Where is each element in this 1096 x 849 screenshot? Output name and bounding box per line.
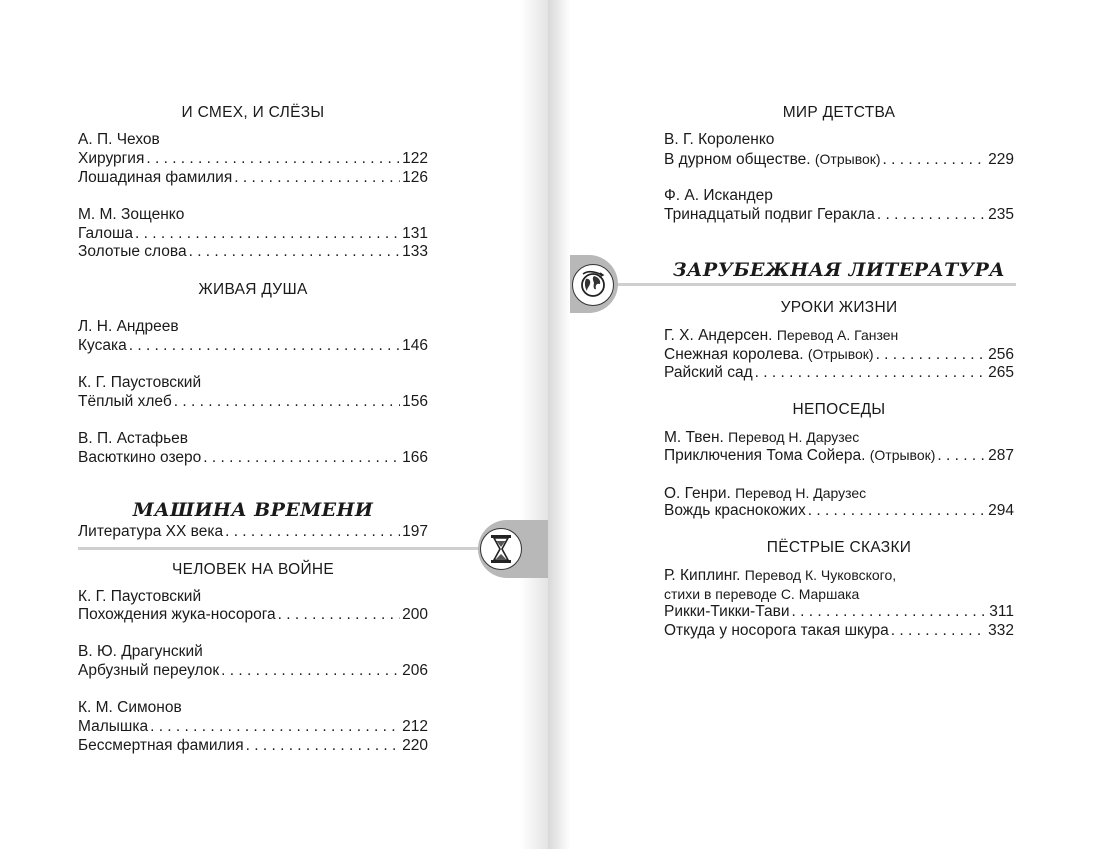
toc-entry[interactable] xyxy=(664,622,1014,640)
entry-page: 166 xyxy=(402,449,428,466)
toc-entry[interactable] xyxy=(664,502,1014,520)
right-page xyxy=(548,0,1096,849)
author-name: А. П. Чехов xyxy=(78,131,160,148)
dot-leader xyxy=(234,169,400,187)
toc-entry[interactable] xyxy=(78,523,428,541)
toc-entry[interactable] xyxy=(78,150,428,168)
author-name: М. М. Зощенко xyxy=(78,206,185,223)
dot-leader xyxy=(221,662,400,680)
entry-page: 287 xyxy=(988,447,1014,464)
dot-leader xyxy=(150,718,400,736)
dot-leader xyxy=(278,606,400,624)
dot-leader xyxy=(877,206,986,224)
entry-note: (Отрывок) xyxy=(807,346,874,362)
author-name: В. П. Астафьев xyxy=(78,430,189,447)
dot-leader xyxy=(937,447,986,465)
section-heading: НЕПОСЕДЫ xyxy=(792,401,886,418)
entry-title: Галоша xyxy=(78,225,134,242)
toc-entry[interactable] xyxy=(78,606,428,624)
entry-title: Рикки-Тикки-Тави xyxy=(664,603,790,620)
entry-page: 256 xyxy=(988,346,1014,363)
toc-entry[interactable] xyxy=(78,393,428,411)
entry-title: Арбузный переулок xyxy=(78,662,220,679)
entry-title: Васюткино озеро xyxy=(78,449,202,466)
entry-title: Райский сад xyxy=(664,364,753,381)
entry-title: Откуда у носорога такая шкура xyxy=(664,622,889,639)
dot-leader xyxy=(225,523,400,541)
toc-entry[interactable] xyxy=(664,345,1014,364)
dot-leader xyxy=(129,337,400,355)
author-name xyxy=(664,484,1014,503)
part-title: ЗАРУБЕЖНАЯ ЛИТЕРАТУРА xyxy=(672,259,1006,281)
part-divider-rule xyxy=(608,283,1016,286)
part-title: МАШИНА ВРЕМЕНИ xyxy=(132,499,374,521)
entry-title-wrap xyxy=(664,446,935,465)
entry-page: 200 xyxy=(402,606,428,623)
translator-note: Перевод Н. Дарузес xyxy=(728,429,860,445)
toc-entry[interactable] xyxy=(664,206,1014,224)
translator-note: Перевод К. Чуковского, xyxy=(744,567,897,583)
entry-title: Лошадиная фамилия xyxy=(78,169,233,186)
dot-leader xyxy=(203,449,400,467)
toc-entry[interactable] xyxy=(78,225,428,243)
dot-leader xyxy=(189,243,401,261)
entry-page: 156 xyxy=(402,393,428,410)
entry-page: 265 xyxy=(988,364,1014,381)
author-label: Ф. А. Искандер xyxy=(664,187,773,204)
section-heading: ПЁСТРЫЕ СКАЗКИ xyxy=(766,539,912,556)
entry-title: Малышка xyxy=(78,718,149,735)
section-heading: УРОКИ ЖИЗНИ xyxy=(780,299,898,316)
entry-title: Тёплый хлеб xyxy=(78,393,172,410)
left-toc-column xyxy=(78,0,428,849)
entry-title: Кусака xyxy=(78,337,127,354)
dot-leader xyxy=(135,225,400,243)
entry-note: (Отрывок) xyxy=(869,447,936,463)
entry-page: 229 xyxy=(988,151,1014,168)
entry-page: 294 xyxy=(988,502,1014,519)
toc-entry[interactable] xyxy=(664,446,1014,465)
author-name: Л. Н. Андреев xyxy=(78,318,179,335)
section-heading: ЖИВАЯ ДУША xyxy=(198,281,308,298)
author-name: К. М. Симонов xyxy=(78,699,182,716)
entry-page: 212 xyxy=(402,718,428,735)
author-label: О. Генри. xyxy=(664,485,731,502)
author-label: Г. Х. Андерсен. xyxy=(664,327,773,344)
entry-page: 126 xyxy=(402,169,428,186)
entry-title: Хирургия xyxy=(78,150,145,167)
author-name: К. Г. Паустовский xyxy=(78,374,202,391)
entry-page: 197 xyxy=(402,523,428,540)
author-name: В. Ю. Драгунский xyxy=(78,643,203,660)
section-heading: МИР ДЕТСТВА xyxy=(782,104,896,121)
dot-leader xyxy=(755,364,986,382)
entry-page: 220 xyxy=(402,737,428,754)
entry-title: Снежная королева. xyxy=(664,346,804,363)
page-gutter-shadow xyxy=(520,0,548,849)
author-label: М. Твен. xyxy=(664,429,724,446)
globe-icon xyxy=(572,264,614,306)
toc-entry[interactable] xyxy=(664,603,1014,621)
toc-entry[interactable] xyxy=(78,662,428,680)
toc-entry[interactable] xyxy=(78,243,428,261)
entry-note: (Отрывок) xyxy=(814,151,881,167)
toc-entry[interactable] xyxy=(78,169,428,187)
translator-note: Перевод А. Ганзен xyxy=(776,327,899,343)
entry-page: 206 xyxy=(402,662,428,679)
entry-title: Литература XX века xyxy=(78,523,224,540)
translator-note: Перевод Н. Дарузес xyxy=(735,485,867,501)
toc-entry[interactable] xyxy=(664,364,1014,382)
author-extra-note: стихи в переводе С. Маршака xyxy=(664,586,860,602)
entry-page: 332 xyxy=(988,622,1014,639)
author-name xyxy=(664,566,1014,585)
entry-page: 133 xyxy=(402,243,428,260)
dot-leader xyxy=(876,346,987,364)
author-name xyxy=(664,326,1014,345)
dot-leader xyxy=(792,603,988,621)
dot-leader xyxy=(883,151,987,169)
right-toc-column xyxy=(664,0,1014,849)
author-label: Р. Киплинг. xyxy=(664,567,741,584)
dot-leader xyxy=(146,150,400,168)
author-name xyxy=(664,187,1014,205)
entry-title-wrap xyxy=(664,150,881,169)
hourglass-icon xyxy=(480,528,522,570)
entry-title: Тринадцатый подвиг Геракла xyxy=(664,206,875,223)
entry-title-wrap xyxy=(664,345,874,364)
entry-title: В дурном обществе. xyxy=(664,151,811,168)
entry-title: Вождь краснокожих xyxy=(664,502,806,519)
author-label: В. Г. Короленко xyxy=(664,131,775,148)
entry-title: Похождения жука-носорога xyxy=(78,606,276,623)
entry-page: 311 xyxy=(989,603,1014,620)
toc-entry[interactable] xyxy=(664,150,1014,169)
entry-page: 146 xyxy=(402,337,428,354)
entry-title: Бессмертная фамилия xyxy=(78,737,244,754)
dot-leader xyxy=(891,622,986,640)
section-heading: ЧЕЛОВЕК НА ВОЙНЕ xyxy=(171,561,335,578)
dot-leader xyxy=(808,502,986,520)
part-divider-rule xyxy=(78,547,488,550)
toc-entry[interactable] xyxy=(78,337,428,355)
dot-leader xyxy=(246,737,401,755)
entry-title: Приключения Тома Сойера. xyxy=(664,447,866,464)
dot-leader xyxy=(174,393,400,411)
entry-page: 122 xyxy=(402,150,428,167)
author-name: К. Г. Паустовский xyxy=(78,588,202,605)
author-name xyxy=(664,428,1014,447)
page-gutter-shadow xyxy=(548,0,570,849)
entry-title: Золотые слова xyxy=(78,243,187,260)
toc-entry[interactable] xyxy=(78,737,428,755)
section-heading: И СМЕХ, И СЛЁЗЫ xyxy=(181,104,325,121)
author-name xyxy=(664,131,1014,149)
toc-entry[interactable] xyxy=(78,449,428,467)
toc-entry[interactable] xyxy=(78,718,428,736)
entry-page: 131 xyxy=(402,225,428,242)
entry-page: 235 xyxy=(988,206,1014,223)
